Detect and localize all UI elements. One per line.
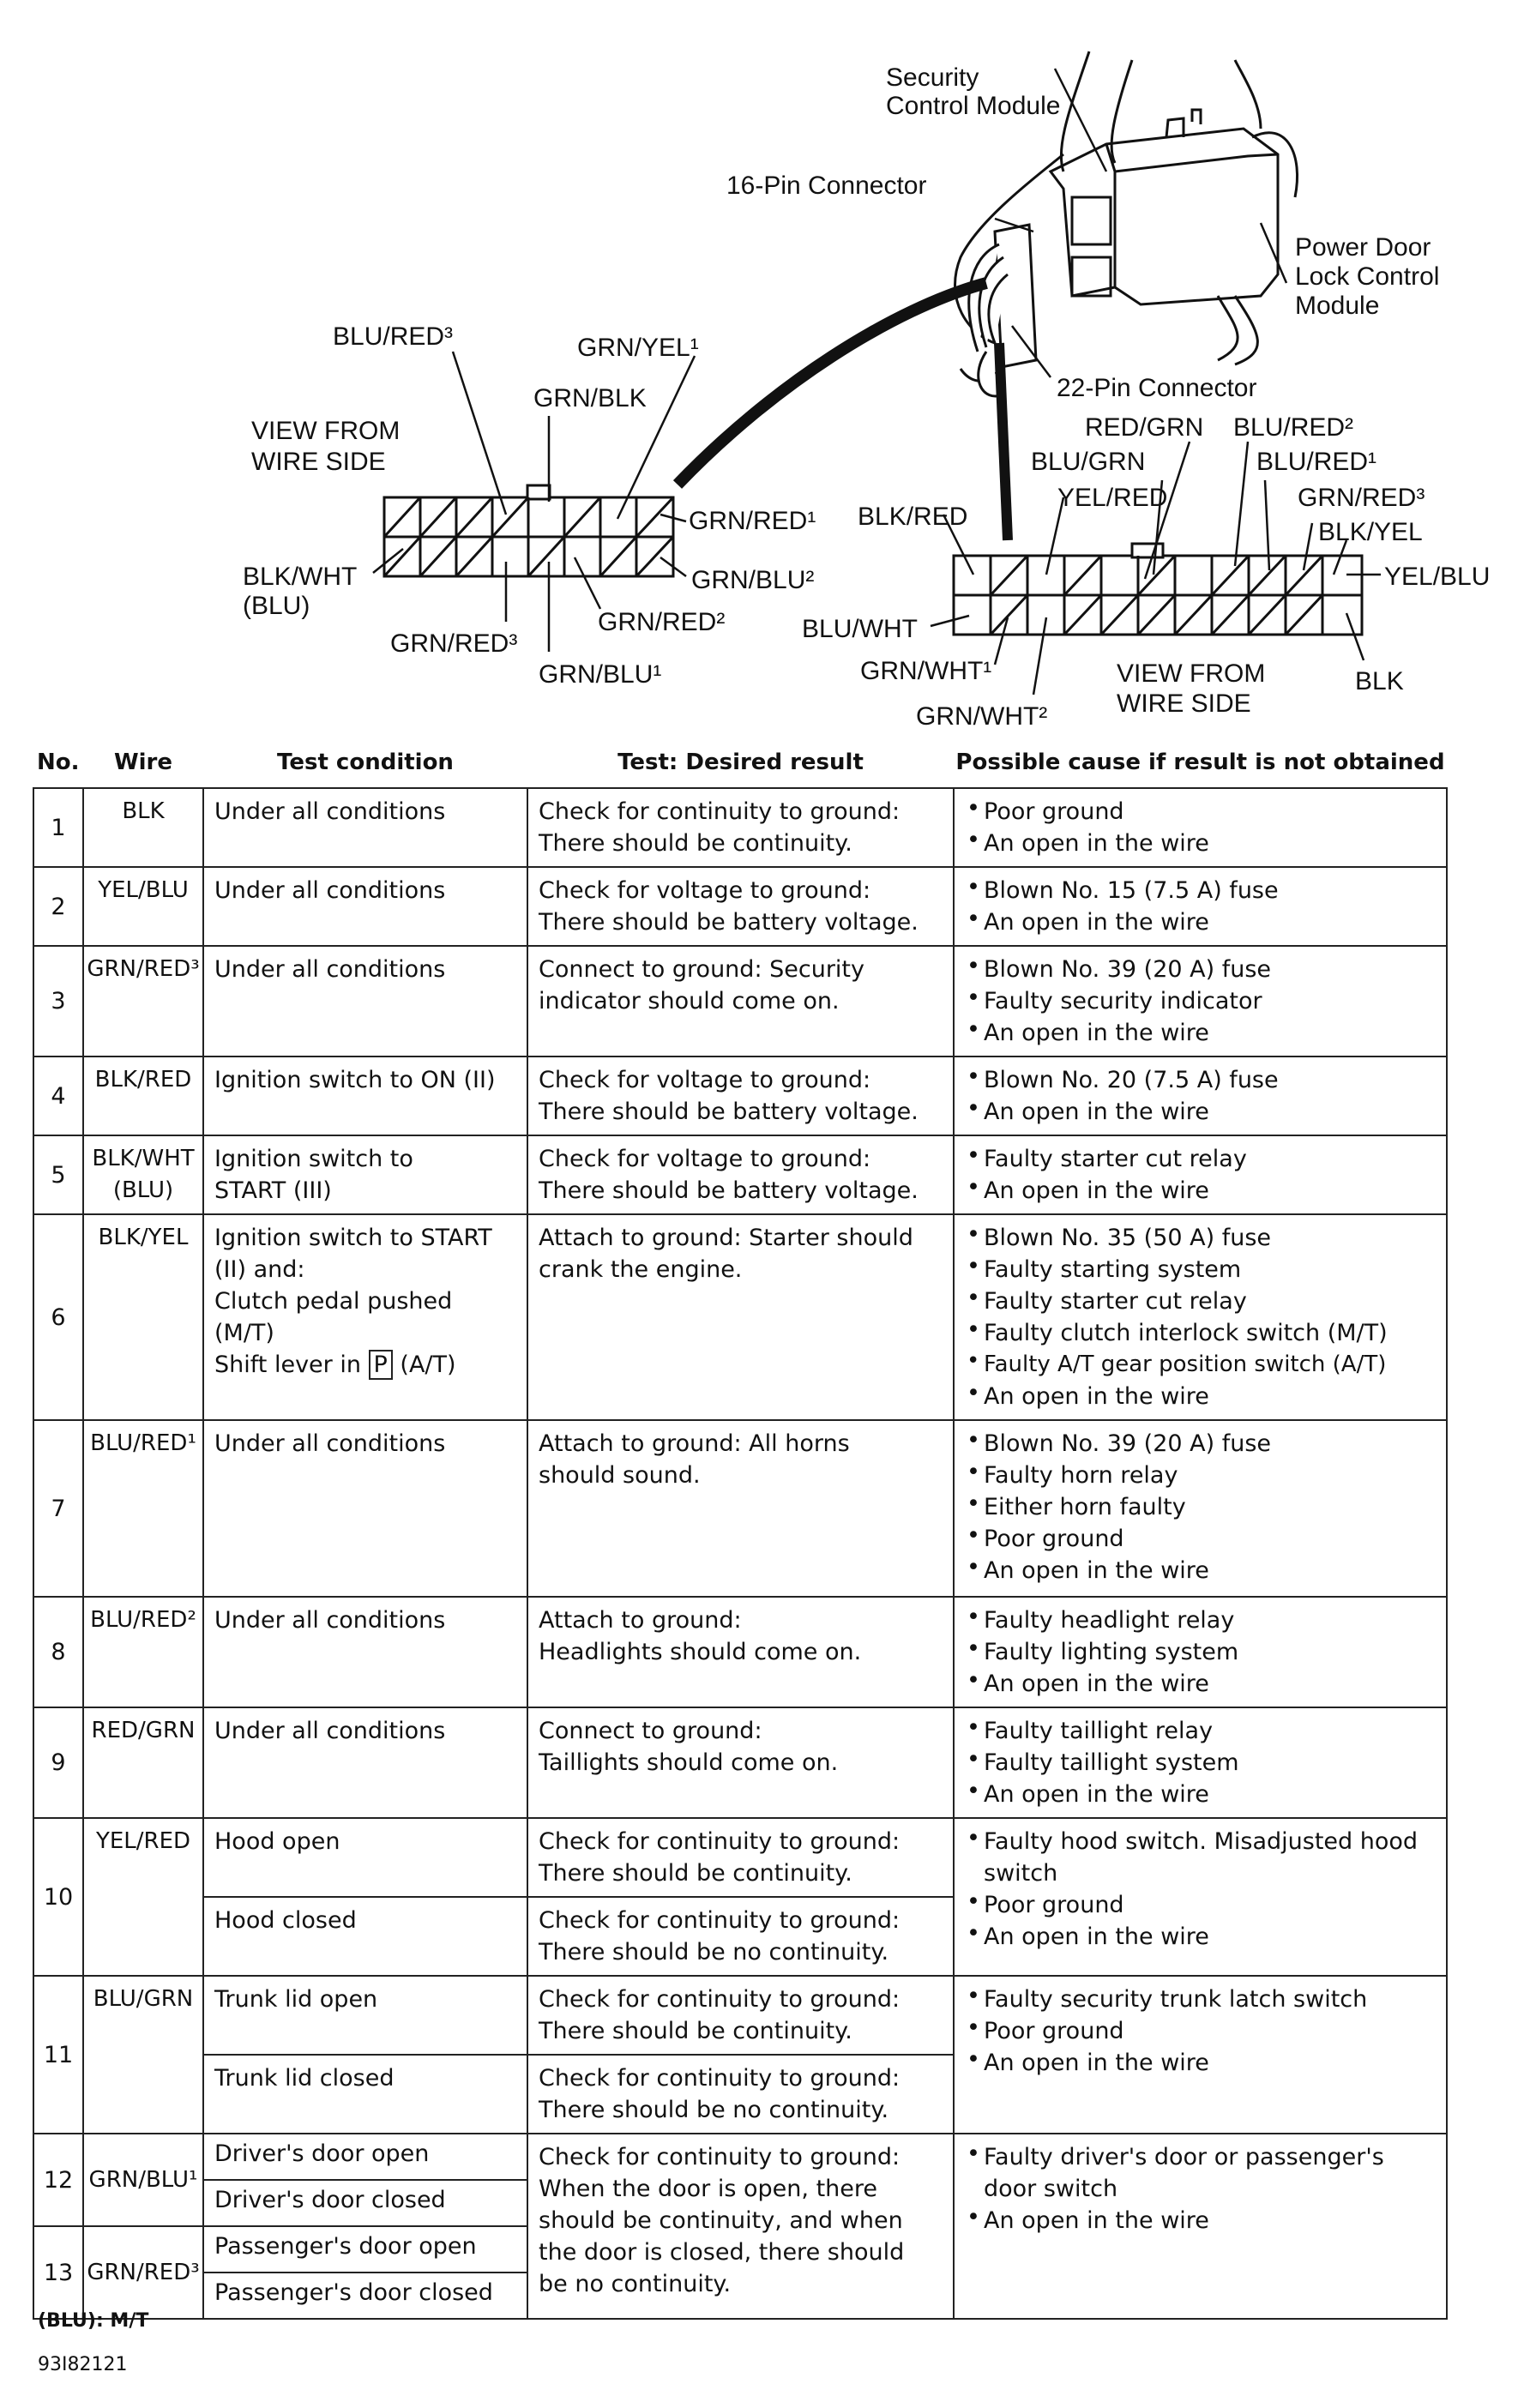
pin-label: (BLU)	[243, 592, 310, 620]
cause-item: • An open in the wire	[965, 2047, 1436, 2079]
pin-label: BLU/RED¹	[1256, 448, 1377, 476]
cause-item: • Poor ground	[965, 796, 1436, 828]
pin-label: BLU/WHT	[802, 615, 918, 643]
security-module-label-1: Security	[886, 63, 979, 92]
twentytwo-pin-label: 22-Pin Connector	[1057, 374, 1257, 402]
cause-item: • Faulty starter cut relay	[965, 1285, 1444, 1317]
header-possible-cause: Possible cause if result is not obtained	[955, 749, 1445, 775]
pin-label: GRN/WHT¹	[860, 657, 992, 685]
left-connector-link	[678, 283, 986, 485]
test-condition: Driver's door closed	[203, 2180, 527, 2226]
possible-causes	[954, 1057, 1447, 1135]
connector-diagram	[0, 0, 1530, 737]
cause-item: • An open in the wire	[965, 1779, 1436, 1810]
wiring-test-table	[33, 744, 1448, 2320]
pin-label: GRN/RED³	[1298, 484, 1425, 512]
view-left-label-2: WIRE SIDE	[251, 448, 386, 476]
pin-label: BLK/RED	[858, 503, 968, 531]
footnote-block	[38, 2309, 148, 2334]
cause-item: • An open in the wire	[965, 1668, 1436, 1700]
row-number: 11	[33, 1976, 83, 2134]
table-row	[33, 1420, 1447, 1597]
test-condition: Trunk lid closed	[203, 2055, 527, 2134]
pin-label: GRN/BLU¹	[539, 660, 662, 689]
header-no: No.	[37, 749, 80, 775]
test-condition: Under all conditions	[203, 1707, 527, 1818]
table-row	[33, 946, 1447, 1057]
test-condition	[203, 1214, 527, 1420]
table-row	[33, 788, 1447, 867]
cause-item: • Faulty taillight system	[965, 1747, 1436, 1779]
desired-result: Attach to ground: Starter should crank the engine.	[527, 1214, 954, 1420]
desired-result: Check for continuity to ground: When the door is open, there should be continuity, and when the door is closed, there should be no continuity.	[527, 2134, 954, 2319]
desired-result: Check for voltage to ground: There should be battery voltage.	[527, 1057, 954, 1135]
wire-color: GRN/RED³	[83, 2226, 203, 2319]
possible-causes	[954, 1976, 1447, 2134]
test-condition: Under all conditions	[203, 788, 527, 867]
power-door-label-1: Power Door	[1295, 233, 1431, 262]
pin-label: BLK	[1355, 667, 1404, 695]
desired-result: Attach to ground: Headlights should come on.	[527, 1597, 954, 1707]
cause-item: • Faulty taillight relay	[965, 1715, 1436, 1747]
cause-item: • Faulty security trunk latch switch	[965, 1984, 1436, 2015]
table-row	[33, 1597, 1447, 1707]
wire-color: BLK	[83, 788, 203, 867]
table-row	[33, 1135, 1447, 1214]
possible-causes	[954, 1420, 1447, 1597]
twentytwo-pin-face	[954, 544, 1362, 635]
wire-color: YEL/RED	[83, 1818, 203, 1976]
header-desired-result: Test: Desired result	[617, 749, 864, 775]
test-condition: Under all conditions	[203, 1420, 527, 1597]
table-row	[33, 1057, 1447, 1135]
cause-item: • Faulty starter cut relay	[965, 1143, 1436, 1175]
cause-item: • An open in the wire	[965, 1096, 1436, 1128]
cause-item: • An open in the wire	[965, 1381, 1444, 1412]
pin-label: YEL/RED	[1057, 484, 1168, 512]
possible-causes	[954, 1707, 1447, 1818]
row-number: 6	[33, 1214, 83, 1420]
cause-item: • An open in the wire	[965, 828, 1436, 859]
desired-result: Attach to ground: All horns should sound.	[527, 1420, 954, 1597]
possible-causes	[954, 788, 1447, 867]
pin-label: GRN/RED²	[598, 608, 726, 636]
cause-item: • Faulty security indicator	[965, 985, 1436, 1017]
pin-label: GRN/RED¹	[689, 507, 816, 535]
wire-color: YEL/BLU	[83, 867, 203, 946]
cause-item: • Faulty hood switch. Misadjusted hood switch	[965, 1826, 1436, 1889]
test-condition: Passenger's door closed	[203, 2273, 527, 2319]
desired-result: Connect to ground: Taillights should come on.	[527, 1707, 954, 1818]
pin-label: GRN/BLK	[533, 384, 647, 412]
cause-item: • Either horn faulty	[965, 1491, 1436, 1523]
security-module-label-2: Control Module	[886, 92, 1061, 120]
desired-result: Check for voltage to ground: There should be battery voltage.	[527, 867, 954, 946]
cause-item: • An open in the wire	[965, 906, 1436, 938]
row-number: 13	[33, 2226, 83, 2319]
shift-text-suffix: (A/T)	[392, 1351, 456, 1378]
condition-text: Ignition switch to START (II) and: Clutch pedal pushed (M/T)	[214, 1225, 492, 1346]
cause-item: • An open in the wire	[965, 1017, 1436, 1049]
footnote: (BLU): M/T	[38, 2310, 149, 2332]
test-condition: Hood closed	[203, 1897, 527, 1976]
cause-item: • Faulty starting system	[965, 1254, 1444, 1285]
view-right-label-1: VIEW FROM	[1117, 659, 1266, 688]
row-number: 5	[33, 1135, 83, 1214]
shift-text: Shift lever in	[214, 1351, 369, 1378]
cause-item: • An open in the wire	[965, 1921, 1436, 1953]
cause-item: • Faulty driver's door or passenger's door switch	[965, 2141, 1436, 2205]
power-door-label-2: Lock Control	[1295, 262, 1440, 291]
row-number: 10	[33, 1818, 83, 1976]
row-number: 7	[33, 1420, 83, 1597]
header-test-condition: Test condition	[277, 749, 454, 775]
possible-causes	[954, 1135, 1447, 1214]
pin-label: YEL/BLU	[1384, 563, 1491, 591]
pin-label: GRN/YEL¹	[577, 334, 699, 362]
wire-color: BLU/GRN	[83, 1976, 203, 2134]
desired-result: Check for continuity to ground: There should be continuity.	[527, 1818, 954, 1897]
desired-result: Check for continuity to ground: There should be continuity.	[527, 1976, 954, 2055]
test-condition: Driver's door open	[203, 2134, 527, 2180]
cause-item: • Poor ground	[965, 2015, 1436, 2047]
sixteen-pin-label: 16-Pin Connector	[726, 172, 927, 200]
test-condition: Passenger's door open	[203, 2226, 527, 2273]
cause-item: • Poor ground	[965, 1523, 1436, 1555]
row-number: 1	[33, 788, 83, 867]
table-row	[33, 2134, 1447, 2180]
table-header-row	[33, 744, 1447, 788]
cause-item: • Blown No. 39 (20 A) fuse	[965, 954, 1436, 985]
possible-causes	[954, 1597, 1447, 1707]
test-condition: Ignition switch to START (III)	[203, 1135, 527, 1214]
test-condition: Under all conditions	[203, 946, 527, 1057]
row-number: 8	[33, 1597, 83, 1707]
desired-result: Check for voltage to ground: There should be battery voltage.	[527, 1135, 954, 1214]
row-number: 12	[33, 2134, 83, 2226]
wire-color: GRN/RED³	[83, 946, 203, 1057]
pin-label: BLU/GRN	[1031, 448, 1146, 476]
shift-lever-condition	[214, 1349, 516, 1381]
pin-label: BLU/RED²	[1233, 413, 1354, 442]
view-left-label-1: VIEW FROM	[251, 417, 401, 445]
cause-item: • Faulty lighting system	[965, 1636, 1436, 1668]
possible-causes	[954, 946, 1447, 1057]
test-condition: Under all conditions	[203, 867, 527, 946]
cause-item: • Blown No. 20 (7.5 A) fuse	[965, 1064, 1436, 1096]
desired-result: Check for continuity to ground: There should be no continuity.	[527, 2055, 954, 2134]
desired-result: Connect to ground: Security indicator should come on.	[527, 946, 954, 1057]
sixteen-pin-face	[384, 485, 673, 576]
possible-causes	[954, 867, 1447, 946]
cause-item: • Blown No. 35 (50 A) fuse	[965, 1222, 1444, 1254]
pin-label: GRN/WHT²	[916, 702, 1048, 731]
row-number: 2	[33, 867, 83, 946]
desired-result: Check for continuity to ground: There should be no continuity.	[527, 1897, 954, 1976]
wire-color: RED/GRN	[83, 1707, 203, 1818]
power-door-label-3: Module	[1295, 292, 1380, 320]
wire-color: GRN/BLU¹	[83, 2134, 203, 2226]
pin-label: BLU/RED³	[333, 322, 454, 351]
pin-label: BLK/YEL	[1318, 518, 1423, 546]
pin-label: GRN/RED³	[390, 629, 518, 658]
cause-item: • Faulty A/T gear position switch (A/T)	[965, 1349, 1444, 1381]
cause-item: • Blown No. 39 (20 A) fuse	[965, 1428, 1436, 1460]
pin-label: RED/GRN	[1085, 413, 1204, 442]
wire-color: BLK/YEL	[83, 1214, 203, 1420]
test-condition: Trunk lid open	[203, 1976, 527, 2055]
table-row	[33, 867, 1447, 946]
possible-causes	[954, 1818, 1447, 1976]
pin-label: GRN/BLU²	[691, 566, 815, 594]
header-wire: Wire	[113, 749, 173, 775]
wire-color: BLU/RED¹	[83, 1420, 203, 1597]
row-number: 9	[33, 1707, 83, 1818]
pin-label: BLK/WHT	[243, 563, 358, 591]
test-condition: Hood open	[203, 1818, 527, 1897]
desired-result: Check for continuity to ground: There should be continuity.	[527, 788, 954, 867]
view-right-label-2: WIRE SIDE	[1117, 689, 1251, 718]
table-row	[33, 1707, 1447, 1818]
cause-item: • An open in the wire	[965, 2205, 1436, 2236]
cause-item: • Faulty horn relay	[965, 1460, 1436, 1491]
cause-item: • Faulty headlight relay	[965, 1604, 1436, 1636]
test-condition: Under all conditions	[203, 1597, 527, 1707]
cause-item: • An open in the wire	[965, 1175, 1436, 1207]
table-row	[33, 1818, 1447, 1897]
wire-color: BLK/RED	[83, 1057, 203, 1135]
park-position-box: P	[369, 1350, 393, 1380]
wire-color: BLK/WHT (BLU)	[83, 1135, 203, 1214]
possible-causes	[954, 1214, 1447, 1420]
right-connector-link	[999, 343, 1008, 540]
cause-item: • Poor ground	[965, 1889, 1436, 1921]
cause-item: • Faulty clutch interlock switch (M/T)	[965, 1317, 1444, 1349]
table-row	[33, 1214, 1447, 1420]
cause-item: • Blown No. 15 (7.5 A) fuse	[965, 875, 1436, 906]
table-row	[33, 1976, 1447, 2055]
possible-causes	[954, 2134, 1447, 2319]
cause-item: • An open in the wire	[965, 1555, 1436, 1586]
row-number: 4	[33, 1057, 83, 1135]
row-number: 3	[33, 946, 83, 1057]
wire-color: BLU/RED²	[83, 1597, 203, 1707]
test-condition: Ignition switch to ON (II)	[203, 1057, 527, 1135]
figure-number: 93I82121	[38, 2354, 128, 2375]
